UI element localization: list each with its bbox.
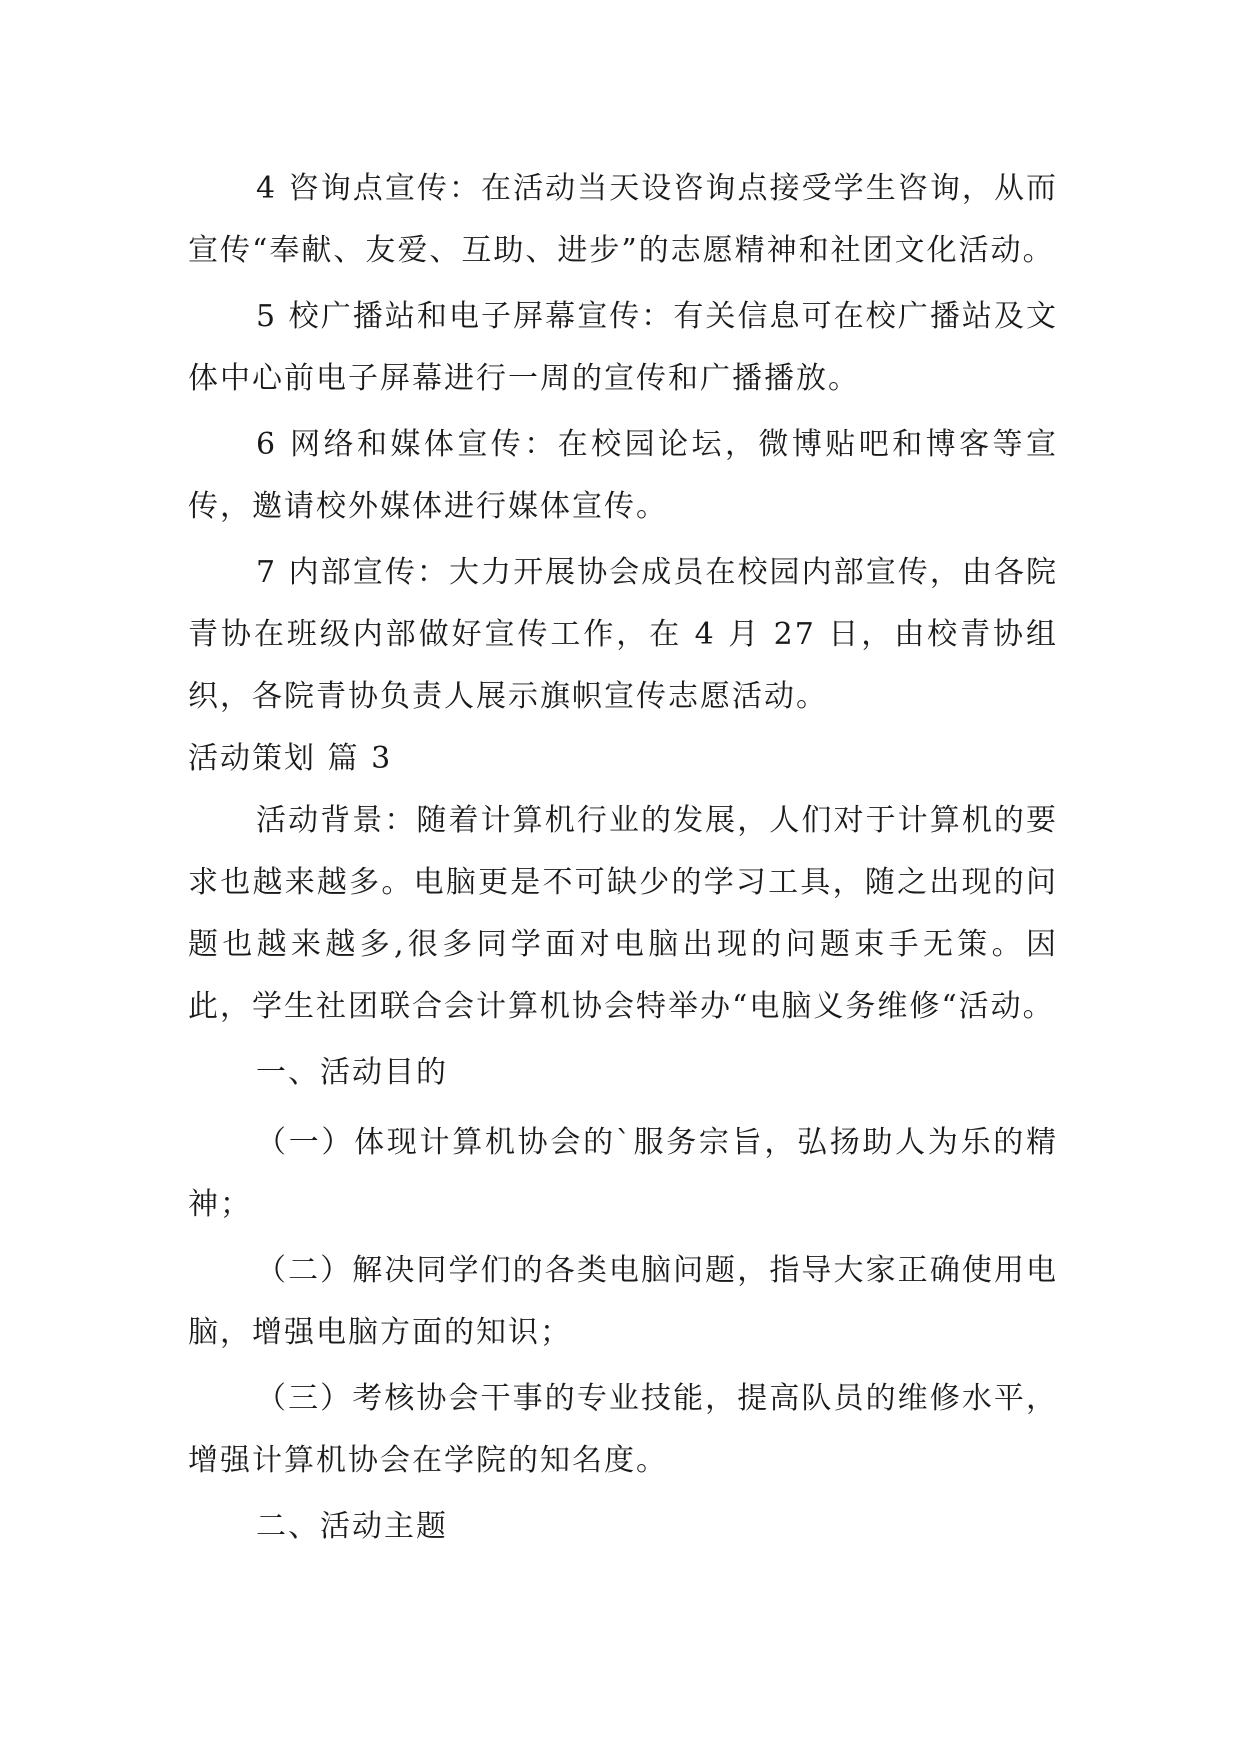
paragraph-purpose-2: （二）解决同学们的各类电脑问题，指导大家正确使用电脑，增强电脑方面的知识；	[188, 1253, 1058, 1350]
paragraph-broadcast-publicity: 5 校广播站和电子屏幕宣传：有关信息可在校广播站及文体中心前电子屏幕进行一周的宣传和广播播放。	[188, 299, 1058, 396]
document-body	[188, 158, 1058, 1566]
section-heading-plan-3: 活动策划 篇 3	[188, 741, 393, 776]
paragraph-purpose-3: （三）考核协会干事的专业技能，提高队员的维修水平，增强计算机协会在学院的知名度。	[188, 1381, 1058, 1478]
paragraph-internal-publicity: 7 内部宣传：大力开展协会成员在校园内部宣传，由各院青协在班级内部做好宣传工作，在 4 月 27 日，由校青协组织，各院青协负责人展示旗帜宣传志愿活动。	[188, 555, 1058, 714]
paragraph-purpose-1: （一）体现计算机协会的`服务宗旨，弘扬助人为乐的精神；	[188, 1125, 1058, 1222]
heading-activity-purpose: 一、活动目的	[256, 1055, 448, 1090]
paragraph-network-publicity: 6 网络和媒体宣传：在校园论坛，微博贴吧和博客等宣传，邀请校外媒体进行媒体宣传。	[188, 427, 1058, 524]
paragraph-consultation-publicity: 4 咨询点宣传：在活动当天设咨询点接受学生咨询，从而宣传“奉献、友爱、互助、进步”的志愿精神和社团文化活动。	[188, 171, 1058, 268]
paragraph-activity-background: 活动背景：随着计算机行业的发展，人们对于计算机的要求也越来越多。电脑更是不可缺少的学习工具，随之出现的问题也越来越多,很多同学面对电脑出现的问题束手无策。因此，学生社团联合会计算机协会特举办“电脑义务维修“活动。	[188, 803, 1058, 1024]
heading-activity-theme: 二、活动主题	[256, 1509, 448, 1544]
